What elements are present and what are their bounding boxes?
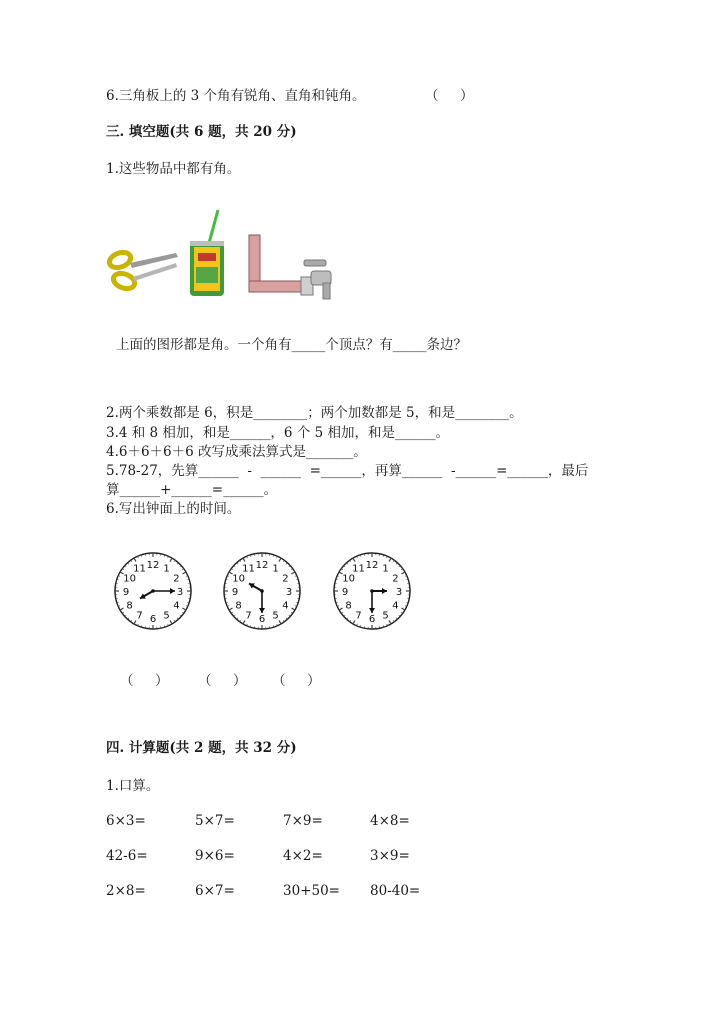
clock-number: 12 [365,560,379,571]
clock-number: 1 [163,563,170,575]
clock-face [115,553,191,629]
clock-number: 7 [136,610,143,622]
clock-number: 12 [255,560,269,571]
clock-hand-arrow [170,588,175,594]
clock-number: 10 [123,573,136,585]
clock-number: 1 [272,563,279,575]
clock-number: 3 [395,587,403,598]
clock-number: 9 [231,587,239,598]
clock-face [224,553,300,629]
fill-1-question: 上面的图形都是角。一个角有_____个顶点？有_____条边？ [116,337,467,353]
section-3-title: 三. 填空题(共 6 题，共 20 分) [106,124,297,140]
calc-intro: 1.口算。 [106,778,160,794]
clock-3-answer[interactable]: （ ） [272,673,321,689]
clock-hand-arrow [369,608,375,613]
clock-number: 10 [232,573,245,585]
calc-item: 6×7= [195,883,235,899]
drink-can-icon [190,210,224,296]
calc-item: 30+50= [283,883,340,899]
clock-number: 8 [345,600,352,612]
clock-number: 4 [392,600,399,612]
fill-4: 4.6＋6＋6＋6 改写成乘法算式是_______。 [106,444,367,460]
fill-6: 6.写出钟面上的时间。 [106,501,241,517]
fill-5-line-2: 算______+______=______。 [106,482,278,498]
calc-item: 4×2= [283,848,323,864]
clock-number: 8 [235,600,242,612]
pipe-faucet-icon [249,235,331,299]
clock-number: 5 [163,610,170,622]
fill-3: 3.4 和 8 相加，和是______，6 个 5 相加，和是______。 [106,425,449,441]
clock-1-answer[interactable]: （ ） [120,673,169,689]
clock-number: 4 [282,600,289,612]
clock-number: 9 [341,587,349,598]
clock-hand-arrow [382,588,387,594]
clock-2-answer[interactable]: （ ） [198,673,247,689]
clock-number: 5 [272,610,279,622]
clock-number: 10 [342,573,355,585]
section-4-title: 四. 计算题(共 2 题，共 32 分) [106,740,297,756]
clock-number: 5 [382,610,389,622]
clock-number: 6 [368,614,376,625]
calc-item: 2×8= [106,883,146,899]
calc-item: 3×9= [370,848,410,864]
clock-number: 2 [282,573,289,585]
angle-objects-illustration [106,205,336,300]
fill-5-line-1: 5.78-27，先算______ - ______ =______，再算______ -______=______，最后 [106,463,589,479]
calc-item: 7×9= [283,813,323,829]
clock-hand-arrow [259,608,265,613]
clock-number: 2 [173,573,180,585]
clock-faces [112,548,432,634]
true-false-item-6: 6.三角板上的 3 个角有锐角、直角和钝角。 [106,88,366,104]
calc-item: 6×3= [106,813,146,829]
clock-number: 11 [242,563,255,575]
clock-number: 11 [352,563,365,575]
calc-item: 80-40= [370,883,421,899]
clock-number: 11 [133,563,146,575]
clock-number: 6 [258,614,266,625]
clock-number: 7 [245,610,252,622]
clock-number: 7 [355,610,362,622]
clock-number: 12 [146,560,160,571]
clock-number: 3 [285,587,293,598]
clock-number: 9 [122,587,130,598]
clock-number: 3 [176,587,184,598]
clock-number: 1 [382,563,389,575]
clock-number: 8 [126,600,133,612]
clock-number: 6 [149,614,157,625]
calc-item: 5×7= [195,813,235,829]
calc-item: 42-6= [106,848,148,864]
calc-item: 9×6= [195,848,235,864]
fill-1-intro: 1.这些物品中都有角。 [106,161,241,177]
answer-paren[interactable]: （ ） [425,88,474,104]
clock-number: 2 [392,573,399,585]
clock-number: 4 [173,600,180,612]
calc-item: 4×8= [370,813,410,829]
clock-face [334,553,410,629]
fill-2: 2.两个乘数都是 6，积是________；两个加数都是 5，和是________。 [106,405,523,421]
scissors-icon [107,250,178,292]
